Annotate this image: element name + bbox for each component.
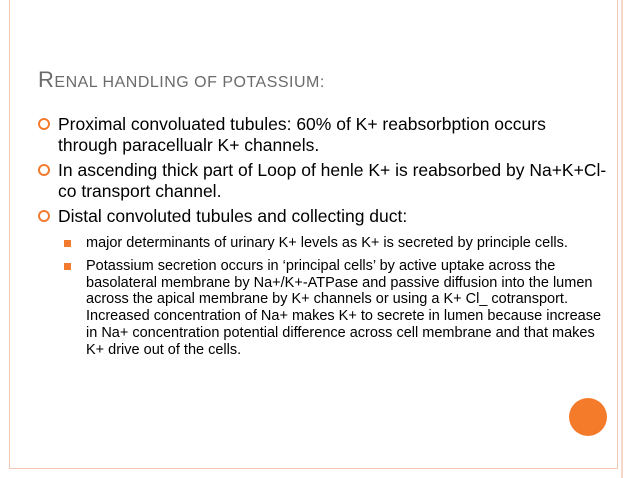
ring-bullet-icon <box>38 118 50 130</box>
right-border-band <box>621 0 623 478</box>
decorative-circle <box>569 398 607 436</box>
title-word2-rest: HANDLING OF POTASSIUM: <box>102 74 325 91</box>
bullet-text: Proximal convoluated tubules: 60% of K+ reabsorbption occurs through paracellualr K+ channels. <box>58 114 546 155</box>
subbullet-item <box>38 258 608 359</box>
subbullet-text: Potassium secretion occurs in ‘principal cells’ by active uptake across the basolateral membrane by Na+/K+-ATPase and passive diffusion into the lumen across the apical membrane by K+ channels or using a K+ Cl_ cotransport. Increased concentration of Na+ makes K+ to secrete in lumen because increase in Na+ concentration potential difference across cell membrane and that makes K+ drive out of the cells. <box>86 257 602 358</box>
square-bullet-icon <box>64 263 71 270</box>
ring-bullet-icon <box>38 210 50 222</box>
slide-title <box>38 67 325 93</box>
bullet-item <box>38 206 608 227</box>
bullet-text: Distal convoluted tubules and collecting duct: <box>58 206 408 226</box>
subbullet-text: major determinants of urinary K+ levels as K+ is secreted by principle cells. <box>86 235 568 251</box>
square-bullet-icon <box>64 240 71 247</box>
slide-content <box>38 114 608 365</box>
subbullet-item <box>38 235 608 252</box>
bullet-item <box>38 114 608 156</box>
bullet-item <box>38 160 608 202</box>
ring-bullet-icon <box>38 164 50 176</box>
title-word1-rest: ENAL <box>54 74 103 91</box>
title-first-letter: R <box>38 67 55 92</box>
bullet-text: In ascending thick part of Loop of henle K+ is reabsorbed by Na+K+Cl- co transport channel. <box>58 160 607 201</box>
